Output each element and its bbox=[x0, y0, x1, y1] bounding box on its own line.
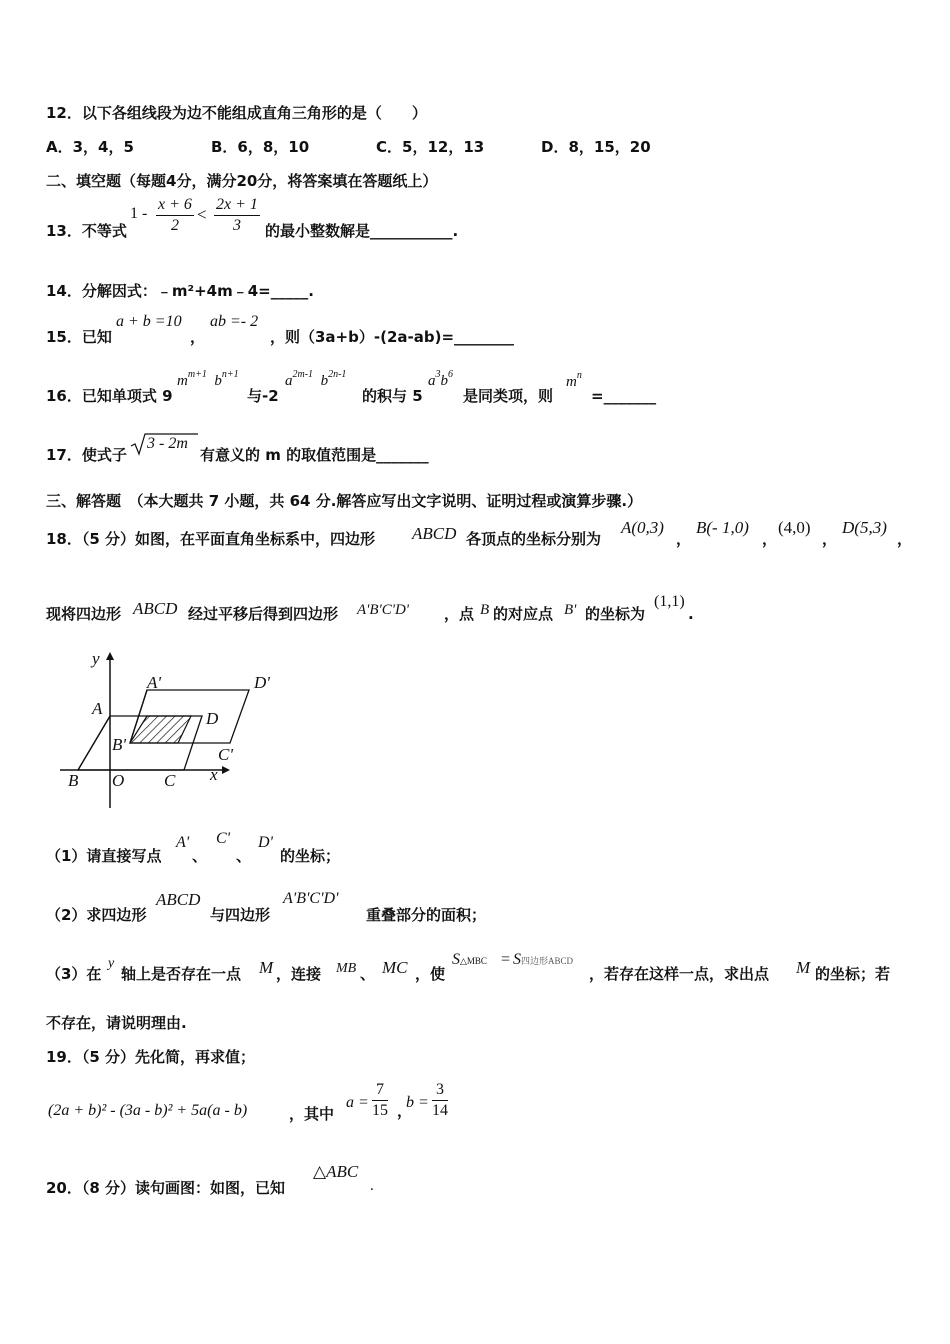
q13-lt: < bbox=[197, 205, 207, 224]
q12-stem: 12．以下各组线段为边不能组成直角三角形的是（ ） bbox=[46, 104, 427, 122]
q18-1-suffix: 的坐标； bbox=[280, 847, 341, 865]
q18-2-suffix: 重叠部分的面积； bbox=[366, 906, 487, 924]
overlap-region bbox=[130, 716, 191, 743]
q13-f2-den: 3 bbox=[232, 217, 241, 234]
q18-3-suffix: 的坐标；若 bbox=[815, 965, 891, 983]
q16-mid3: 是同类项，则 bbox=[463, 387, 554, 405]
q17-suffix: 有意义的 m 的取值范围是_______ bbox=[200, 446, 429, 464]
label-x: x bbox=[210, 765, 218, 784]
q18-3-mid3: ，使 bbox=[415, 965, 446, 983]
q18-1-sep2: 、 bbox=[236, 847, 252, 865]
section2-heading: 二、填空题（每题4分，满分20分，将答案填在答题纸上） bbox=[46, 172, 438, 190]
q15-eq1: a + b =10 bbox=[116, 313, 182, 330]
coordinate-figure bbox=[54, 649, 270, 810]
q13-suffix: 的最小整数解是___________. bbox=[265, 222, 459, 240]
q18-line2-a: 现将四边形 bbox=[46, 605, 122, 623]
q19-expression: (2a + b)² - (3a - b)² + 5a(a - b) bbox=[48, 1102, 248, 1119]
q15-comma: ， bbox=[190, 328, 206, 346]
q19-mid: ，其中 bbox=[289, 1105, 335, 1123]
label-o: O bbox=[112, 771, 125, 790]
q19-a-fraction: $\frac{7}{15}$ bbox=[372, 1081, 388, 1119]
y-axis-arrow-icon bbox=[106, 652, 114, 660]
q16-monomial-1: $m^{m+1}$ $b^{n+1}$ bbox=[177, 369, 239, 389]
q18-line2-point-b-prime: B' bbox=[564, 602, 577, 618]
q18-line2-abcd: ABCD bbox=[133, 599, 178, 618]
q18-line2-period: . bbox=[688, 605, 694, 623]
q13-one-minus: 1 - bbox=[130, 205, 148, 222]
q18-line2-e: 的坐标为 bbox=[585, 605, 646, 623]
q19-b-eq: b = bbox=[406, 1094, 429, 1111]
q18-sep-2: ， bbox=[762, 530, 778, 548]
q18-1-c: C' bbox=[216, 830, 231, 847]
q18-1-prefix: （1）请直接写点 bbox=[46, 847, 162, 865]
q18-1-sep1: 、 bbox=[192, 847, 208, 865]
q18-sep-3: ， bbox=[822, 530, 838, 548]
extension-a bbox=[78, 716, 110, 770]
q18-3-mc: MC bbox=[382, 958, 408, 977]
q18-3-sep: 、 bbox=[360, 965, 376, 983]
q16-suffix: =_______ bbox=[591, 387, 657, 405]
q20-prefix: 20．（8 分）读句画图：如图，已知 bbox=[46, 1179, 286, 1197]
label-c-prime: C' bbox=[218, 745, 233, 764]
q13-fraction-2 bbox=[214, 195, 260, 236]
q15-suffix: ，则（3a+b）-(2a-ab)=________ bbox=[270, 328, 515, 346]
q18-3-area-mbc: S△MBC bbox=[452, 951, 487, 968]
q18-sep-1: ， bbox=[676, 530, 692, 548]
q20-period: . bbox=[370, 1178, 374, 1194]
q18-3-area-abcd: S四边形ABCD bbox=[513, 951, 574, 968]
q12-option-d: D．8，15，20 bbox=[541, 138, 651, 156]
q19-b-fraction: $\frac{3}{14}$ bbox=[432, 1081, 448, 1119]
q18-3-y: y bbox=[108, 956, 115, 971]
q18-point-d: D(5,3) bbox=[842, 518, 887, 537]
q18-3-m: M bbox=[259, 958, 274, 977]
q18-2-prefix: （2）求四边形 bbox=[46, 906, 147, 924]
q18-3-line2: 不存在，请说明理由. bbox=[46, 1014, 187, 1032]
q16-mid2: 的积与 5 bbox=[362, 387, 423, 405]
q18-point-c: (4,0) bbox=[778, 518, 811, 537]
q18-line2-d: 的对应点 bbox=[493, 605, 554, 623]
q18-2-mid: 与四边形 bbox=[210, 906, 271, 924]
label-d: D bbox=[206, 709, 219, 728]
q19-comma: ， bbox=[397, 1104, 413, 1120]
q18-point-a: A(0,3) bbox=[621, 518, 664, 537]
label-b-prime: B' bbox=[112, 735, 127, 754]
q16-mn: $m^n$ bbox=[566, 370, 582, 390]
q19-stem: 19．（5 分）先化简，再求值； bbox=[46, 1048, 256, 1066]
q18-prefix: 18．（5 分）如图，在平面直角坐标系中，四边形 bbox=[46, 530, 376, 548]
q18-line2-c: ，点 bbox=[444, 605, 475, 623]
q18-line2-b: 经过平移后得到四边形 bbox=[188, 605, 339, 623]
q18-3-eq: = bbox=[501, 951, 511, 968]
section3-heading: 三、解答题 （本大题共 7 小题，共 64 分.解答应写出文字说明、证明过程或演算步骤.） bbox=[46, 492, 643, 510]
q18-abcd: ABCD bbox=[412, 524, 457, 543]
label-d-prime: D' bbox=[254, 673, 270, 692]
q18-3-mb: MB bbox=[336, 961, 357, 976]
q13-f1-num: x + 6 bbox=[156, 195, 194, 216]
label-a: A bbox=[92, 699, 103, 718]
q13-f1-den: 2 bbox=[170, 217, 179, 234]
q16-monomial-2: $a^{2m-1}$ $b^{2n-1}$ bbox=[285, 369, 347, 389]
q20-triangle: △ABC bbox=[313, 1162, 359, 1181]
q13-fraction-1 bbox=[156, 195, 194, 236]
q18-line2-abcd-prime: A'B'C'D' bbox=[357, 602, 409, 618]
q16-prefix: 16．已知单项式 9 bbox=[46, 387, 173, 405]
q12-option-b: B．6，8，10 bbox=[211, 138, 310, 156]
q18-3-m2: M bbox=[796, 958, 811, 977]
label-b: B bbox=[68, 771, 79, 790]
q18-3-mid1: 轴上是否存在一点 bbox=[121, 965, 242, 983]
x-axis-arrow-icon bbox=[222, 766, 230, 774]
q18-1-a: A' bbox=[176, 834, 190, 851]
q18-line2-coord: (1,1) bbox=[654, 593, 685, 610]
q13-f2-num: 2x + 1 bbox=[214, 195, 260, 216]
q18-3-mid4: ，若存在这样一点，求出点 bbox=[589, 965, 770, 983]
q18-1-d: D' bbox=[258, 834, 273, 851]
q15-prefix: 15．已知 bbox=[46, 328, 112, 346]
label-y: y bbox=[92, 649, 100, 668]
q18-mid: 各顶点的坐标分别为 bbox=[466, 530, 602, 548]
q14-text: 14．分解因式：﹣m²+4m﹣4=_____. bbox=[46, 282, 314, 300]
q16-mid: 与-2 bbox=[247, 387, 279, 405]
q19-a-eq: a = bbox=[346, 1094, 369, 1111]
q18-sep-4: ， bbox=[897, 530, 913, 548]
q18-point-b: B(- 1,0) bbox=[696, 518, 749, 537]
q18-line2-point-b: B bbox=[480, 602, 490, 618]
q18-3-prefix: （3）在 bbox=[46, 965, 102, 983]
label-c: C bbox=[164, 771, 176, 790]
label-a-prime: A' bbox=[147, 673, 162, 692]
q12-option-c: C．5，12，13 bbox=[376, 138, 485, 156]
q18-2-abcd-prime: A'B'C'D' bbox=[283, 890, 339, 907]
q12-option-a: A．3，4，5 bbox=[46, 138, 134, 156]
q16-monomial-3: $a^3b^6$ bbox=[428, 369, 453, 389]
q18-3-mid2: ，连接 bbox=[276, 965, 322, 983]
q17-prefix: 17．使式子 bbox=[46, 446, 127, 464]
q13-prefix: 13．不等式 bbox=[46, 222, 127, 240]
q18-2-abcd: ABCD bbox=[156, 890, 201, 909]
q15-eq2: ab =- 2 bbox=[210, 313, 259, 330]
